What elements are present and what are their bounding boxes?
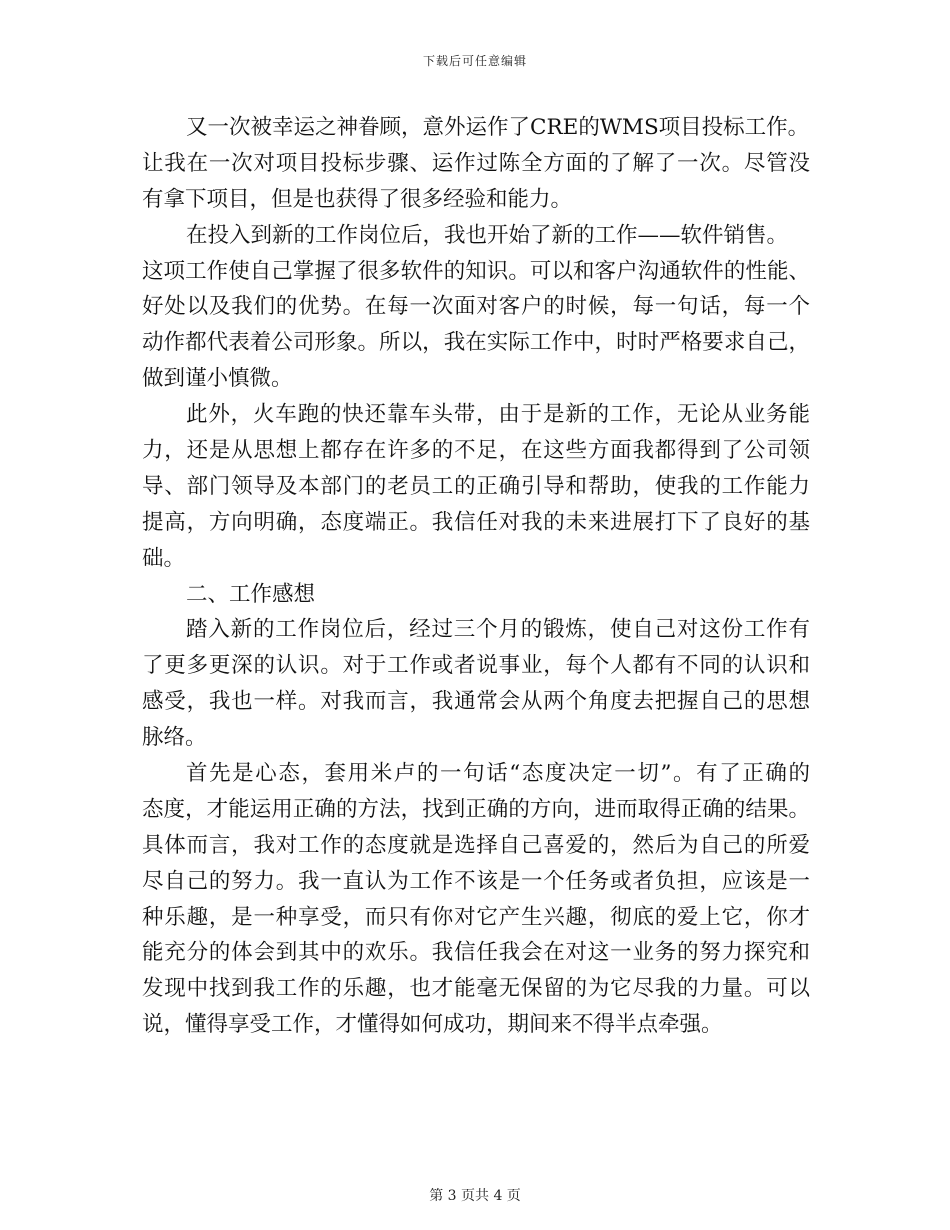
text-line: 首先是心态，套用米卢的一句话“态度决定一切”。有了正确的	[186, 761, 810, 787]
text-line: 说，懂得享受工作，才懂得如何成功，期间来不得半点牵强。	[142, 1012, 723, 1038]
text-line: 好处以及我们的优势。在每一次面对客户的时候，每一句话，每一个	[142, 294, 810, 320]
text-line: 有拿下项目，但是也获得了很多经验和能力。	[142, 186, 573, 212]
text-line: 提高，方向明确，态度端正。我信任对我的未来进展打下了良好的基	[142, 509, 810, 535]
text-line: 态度，才能运用正确的方法，找到正确的方向，进而取得正确的结果。	[142, 796, 810, 822]
text-line: 感受，我也一样。对我而言，我通常会从两个角度去把握自己的思想	[142, 689, 810, 715]
document-body	[142, 110, 810, 1043]
text-line: 种乐趣，是一种享受，而只有你对它产生兴趣，彻底的爱上它，你才	[142, 904, 810, 930]
text-line: 能充分的体会到其中的欢乐。我信任我会在对这一业务的努力探究和	[142, 940, 810, 966]
text-line: 让我在一次对项目投标步骤、运作过陈全方面的了解了一次。尽管没	[142, 150, 810, 176]
text-line: 在投入到新的工作岗位后，我也开始了新的工作——软件销售。	[186, 222, 789, 248]
text-line: 踏入新的工作岗位后，经过三个月的锻炼，使自己对这份工作有	[186, 617, 810, 643]
page-footer: 第 3 页共 4 页	[429, 1188, 521, 1204]
text-line: 又一次被幸运之神眷顾，意外运作了CRE的WMS项目投标工作。	[186, 115, 810, 140]
text-line: 此外，火车跑的快还靠车头带，由于是新的工作，无论从业务能	[186, 402, 810, 428]
text-line: 做到谨小慎微。	[142, 366, 293, 392]
text-line: 力，还是从思想上都存在许多的不足，在这些方面我都得到了公司领	[142, 438, 810, 464]
text-line: 了更多更深的认识。对于工作或者说事业，每个人都有不同的认识和	[142, 653, 810, 679]
text-line: 尽自己的努力。我一直认为工作不该是一个任务或者负担，应该是一	[142, 868, 810, 894]
text-line: 脉络。	[142, 725, 207, 751]
text-line: 发现中找到我工作的乐趣，也才能毫无保留的为它尽我的力量。可以	[142, 976, 810, 1002]
text-line: 导、部门领导及本部门的老员工的正确引导和帮助，使我的工作能力	[142, 473, 810, 499]
text-line: 这项工作使自己掌握了很多软件的知识。可以和客户沟通软件的性能、	[142, 258, 810, 284]
text-line: 础。	[142, 545, 186, 571]
text-line: 动作都代表着公司形象。所以，我在实际工作中，时时严格要求自己，	[142, 330, 810, 356]
page-header: 下载后可任意编辑	[422, 54, 527, 68]
text-line: 具体而言，我对工作的态度就是选择自己喜爱的，然后为自己的所爱	[142, 832, 810, 858]
text-line: 二、工作感想	[186, 581, 316, 607]
